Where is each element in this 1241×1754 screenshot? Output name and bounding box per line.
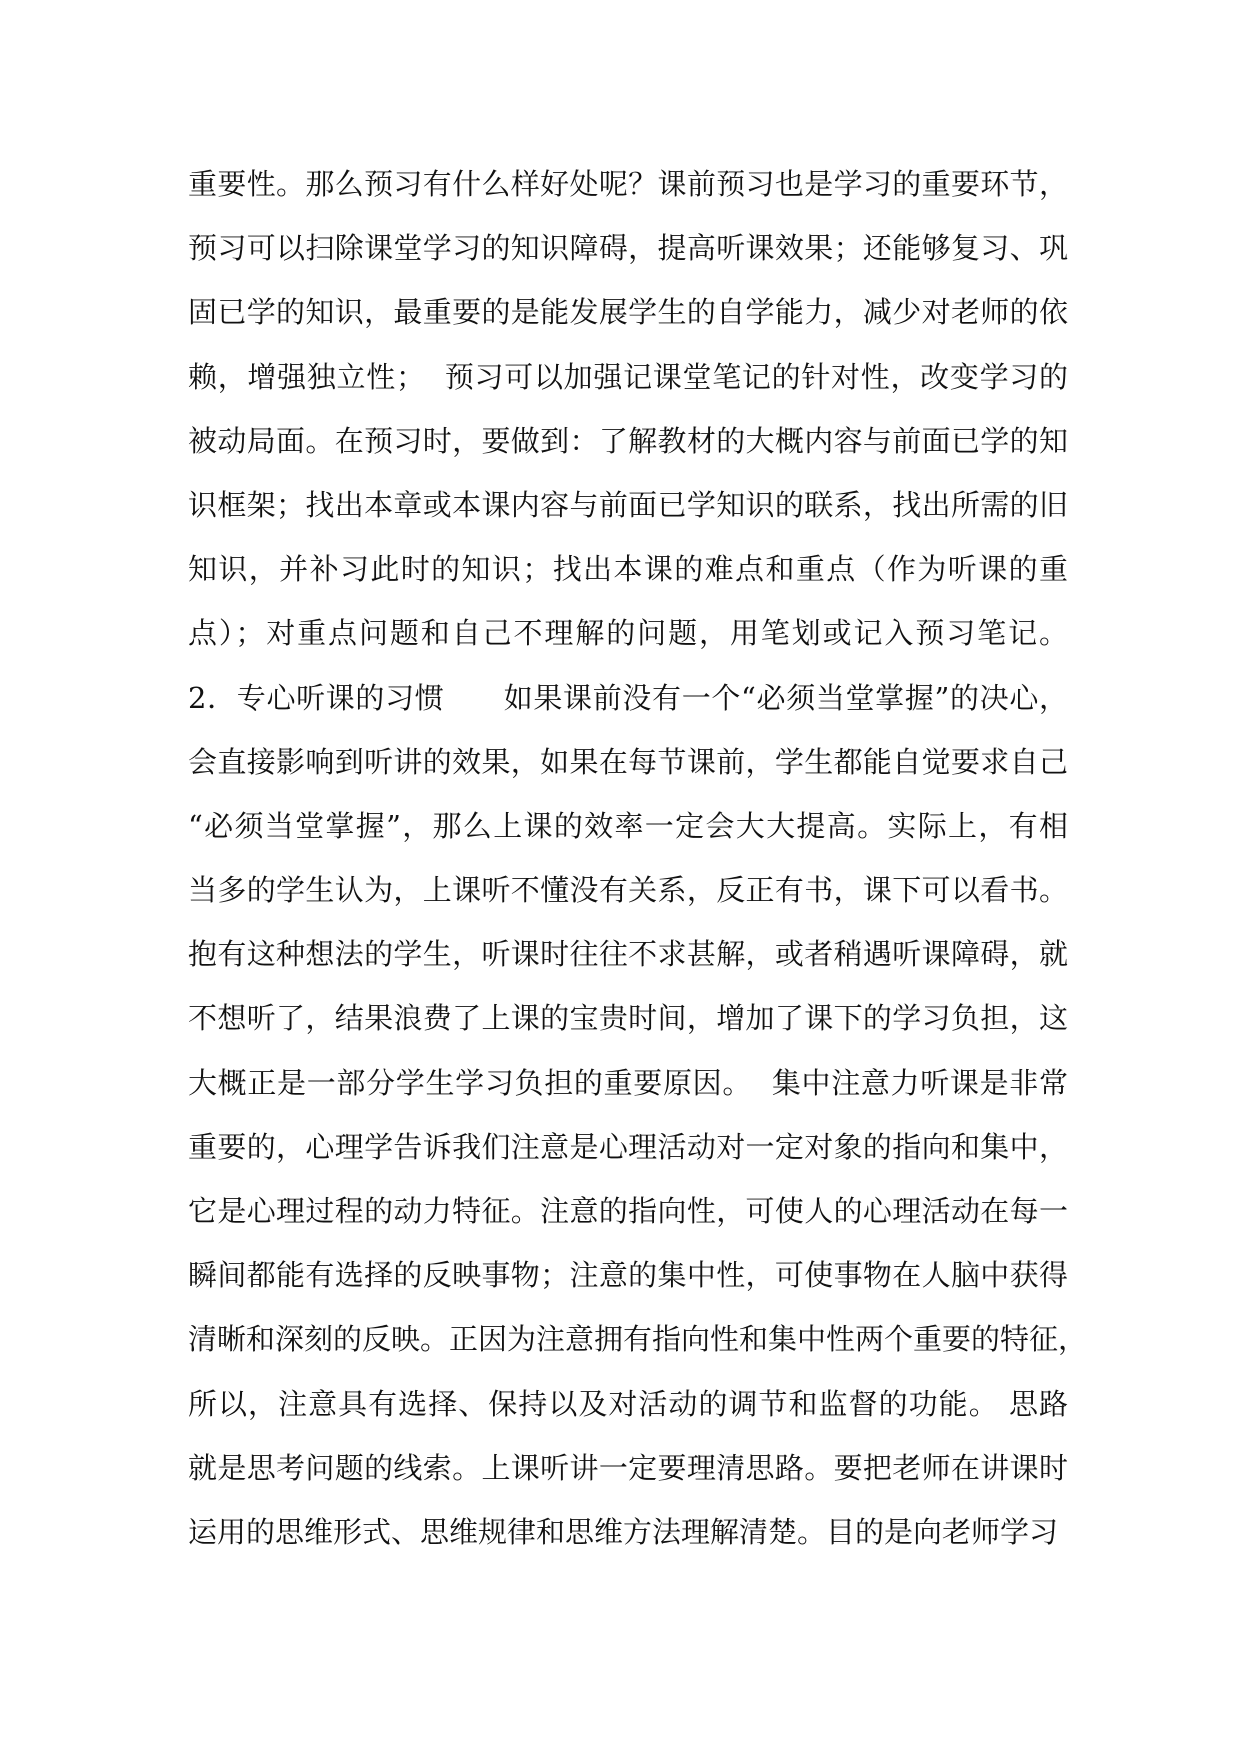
text-line: 重要的，心理学告诉我们注意是心理活动对一定对象的指向和集中，: [188, 1129, 1068, 1164]
text-line: 预习可以扫除课堂学习的知识障碍，提高听课效果；还能够复习、巩: [188, 231, 1068, 266]
text-line: 清晰和深刻的反映。正因为注意拥有指向性和集中性两个重要的特征，: [188, 1322, 1088, 1357]
text-line: 不想听了，结果浪费了上课的宝贵时间，增加了课下的学习负担，这: [188, 1001, 1068, 1036]
body-text: [188, 152, 1088, 1564]
text-line: 瞬间都能有选择的反映事物；注意的集中性，可使事物在人脑中获得: [188, 1258, 1068, 1293]
text-line: 抱有这种想法的学生，听课时往往不求甚解，或者稍遇听课障碍，就: [188, 937, 1068, 972]
text-line: 被动局面。在预习时，要做到：了解教材的大概内容与前面已学的知: [188, 423, 1068, 458]
text-line: 就是思考问题的线索。上课听讲一定要理清思路。要把老师在讲课时: [188, 1450, 1068, 1485]
text-line: 它是心理过程的动力特征。注意的指向性，可使人的心理活动在每一: [188, 1194, 1068, 1228]
text-line: 重要性。那么预习有什么样好处呢？课前预习也是学习的重要环节，: [188, 167, 1068, 201]
text-line: 点）；对重点问题和自己不理解的问题，用笔划或记入预习笔记。: [188, 616, 1068, 651]
text-line: 所以，注意具有选择、保持以及对活动的调节和监督的功能。 思路: [188, 1386, 1068, 1421]
text-line: 识框架；找出本章或本课内容与前面已学知识的联系，找出所需的旧: [188, 487, 1068, 522]
text-line: 知识，并补习此时的知识；找出本课的难点和重点（作为听课的重: [188, 552, 1068, 587]
text-line: 固已学的知识，最重要的是能发展学生的自学能力，减少对老师的依: [188, 295, 1068, 330]
text-line: 运用的思维形式、思维规律和思维方法理解清楚。目的是向老师学习: [188, 1514, 1059, 1549]
text-line: 赖，增强独立性； 预习可以加强记课堂笔记的针对性，改变学习的: [188, 359, 1068, 394]
text-line: 当多的学生认为，上课听不懂没有关系，反正有书，课下可以看书。: [188, 873, 1068, 908]
text-line: 会直接影响到听讲的效果，如果在每节课前，学生都能自觉要求自己: [188, 744, 1068, 779]
text-line: 大概正是一部分学生学习负担的重要原因。 集中注意力听课是非常: [188, 1065, 1068, 1100]
text-line: 2．专心听课的习惯 如果课前没有一个“必须当堂掌握”的决心，: [188, 680, 1068, 715]
text-line: “必须当堂掌握”，那么上课的效率一定会大大提高。实际上，有相: [188, 808, 1068, 843]
